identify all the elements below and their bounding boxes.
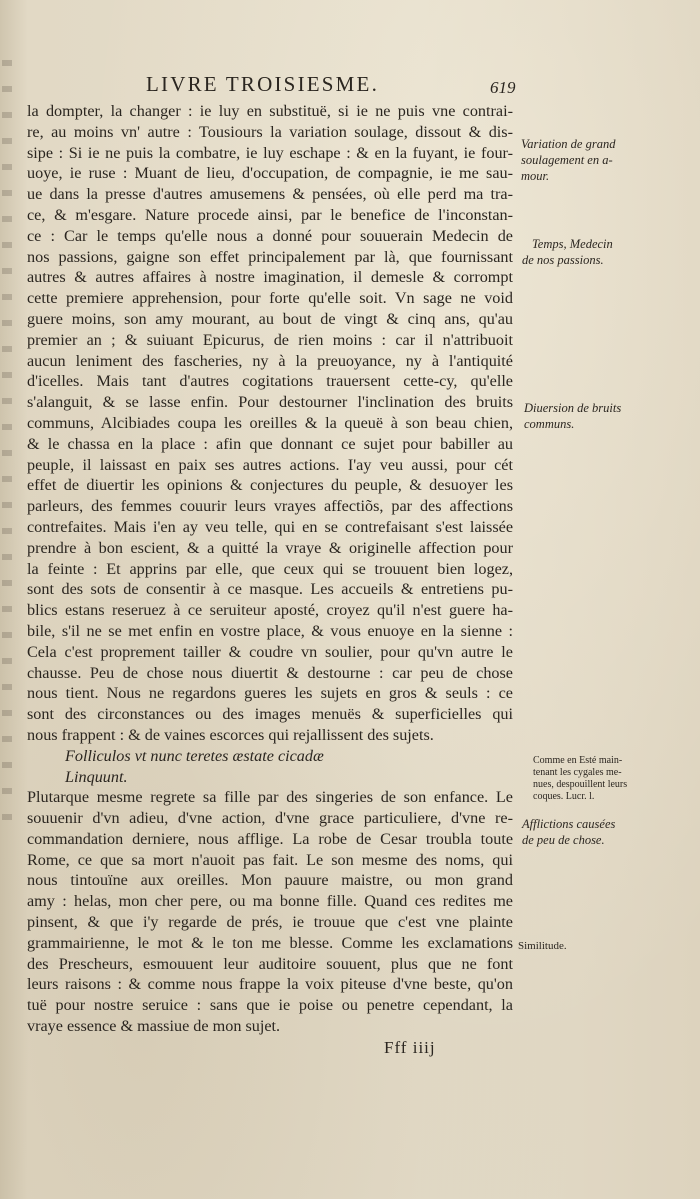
text-line: tuë pour nostre seruice : sans que ie poise ou penetre cependant, la bbox=[27, 996, 513, 1015]
latin-quote-line: Folliculos vt nunc teretes æstate cicadæ bbox=[65, 746, 324, 765]
note-line: Diuersion de bruits bbox=[524, 401, 622, 415]
note-line: nues, despouillent leurs bbox=[533, 779, 628, 790]
gutter-bleed-marks bbox=[2, 60, 12, 820]
text-line: nos passions, gaigne son effet principalement par là, que fournissant bbox=[27, 247, 513, 266]
note-line: de peu de chose. bbox=[522, 833, 605, 847]
note-line: coques. Lucr. l. bbox=[533, 791, 595, 802]
text-line: la feinte : Et apprins par elle, que ceux qui se trouuent bien logez, bbox=[27, 559, 513, 578]
text-line: uoye, ie ruse : Muant de lieu, d'occupation, de compagnie, ie me sau- bbox=[27, 164, 513, 183]
main-text-block bbox=[27, 101, 513, 1037]
note-line: de nos passions. bbox=[522, 253, 604, 267]
text-line: effet de diuertir les opinions & conjectures du peuple, & desuoyer les bbox=[27, 476, 513, 495]
text-line: nous tintouïne aux oreilles. Mon pauure maistre, ou mon grand bbox=[27, 871, 513, 890]
text-line: Cela c'est proprement tailler & coudre vn soulier, pour qu'vn autre le bbox=[27, 642, 513, 661]
text-line: prendre à bon escient, & a quitté la vraye & originelle affection pour bbox=[27, 538, 513, 557]
text-line: sipe : Si ie ne puis la combatre, ie luy eschape : & en la fuyant, ie four- bbox=[27, 143, 513, 162]
text-line: ce : Car le temps qu'elle nous a donné pour souuerain Medecin de bbox=[27, 226, 513, 245]
note-line: mour. bbox=[521, 169, 550, 183]
text-line: souuenir d'vn adieu, d'vne action, d'vne grace particuliere, d'vne re- bbox=[27, 809, 513, 828]
text-line: cette premiere apprehension, pour forte qu'elle soit. Vn sage ne void bbox=[27, 289, 513, 308]
text-line: Rome, ce que sa mort n'auoit pas fait. Le son mesme des noms, qui bbox=[27, 850, 513, 869]
text-line: sont des sots de consentir à ce masque. Les accueils & entretiens pu- bbox=[27, 580, 513, 599]
note-line: Temps, Medecin bbox=[532, 237, 613, 251]
margin-note-quote-translation bbox=[533, 755, 700, 803]
margin-note-variation bbox=[521, 136, 699, 184]
text-line: amy : helas, mon cher pere, ou ma bonne fille. Quand ces redites me bbox=[27, 892, 513, 911]
text-line: peuple, il laissast en paix ses autres actions. I'ay veu aussi, pour cét bbox=[27, 455, 513, 474]
text-line: bile, s'il ne se met enfin en vostre place, & vous enuoye en la sienne : bbox=[27, 621, 513, 640]
text-line: vraye essence & massiue de mon sujet. bbox=[27, 1017, 281, 1036]
note-line: Variation de grand bbox=[521, 137, 616, 151]
text-line: la dompter, la changer : ie luy en substituë, si ie ne puis vne contrai- bbox=[27, 102, 513, 120]
latin-quote-line: Linquunt. bbox=[65, 767, 128, 786]
text-line: re, au moins vn' autre : Tousiours la variation soulage, dissout & dis- bbox=[27, 122, 513, 141]
text-line: nous tient. Nous ne regardons gueres les sujets en gros & seuls : ce bbox=[27, 684, 513, 703]
text-line: contrefaites. Mais i'en ay veu telle, qui en se contrefaisant s'est laissée bbox=[27, 517, 513, 536]
text-line: autres & autres affaires à nostre imagination, il demesle & corrompt bbox=[27, 268, 513, 287]
note-line: tenant les cygales me- bbox=[533, 767, 622, 778]
margin-note-similitude bbox=[518, 938, 696, 954]
text-line: communs, Alcibiades coupa les oreilles & la queuë à son beau chien, bbox=[27, 413, 513, 432]
text-line: blics estans reseruez à ce seruiteur aposté, croyez qu'il n'est guere ha- bbox=[27, 601, 513, 620]
text-line: & le chassa en la place : afin que donnant ce sujet pour babiller au bbox=[27, 434, 513, 453]
text-line: pinsent, & que i'y regarde de prés, ie trouue que c'est vne plainte bbox=[27, 913, 513, 932]
margin-note-diuersion bbox=[524, 400, 700, 432]
text-line: leurs raisons : & comme nous frappe la voix piteuse d'vne beste, qu'on bbox=[27, 975, 513, 994]
note-line: Similitude. bbox=[518, 940, 567, 952]
text-line: ue dans la presse d'autres amusemens & pensées, où elle perd ma tra- bbox=[27, 185, 513, 204]
text-line: des Prescheurs, esmouuent leur auditoire souuent, plus que ne font bbox=[27, 954, 513, 973]
catchword-signature: Fff iiij bbox=[384, 1038, 436, 1057]
running-head-title: LIVRE TROISIESME. bbox=[146, 72, 380, 96]
text-line: ce, & m'esgare. Nature procede ainsi, par le benefice de l'inconstan- bbox=[27, 205, 513, 224]
text-line: s'alanguit, & se lasse enfin. Pour destourner l'inclination des bruits bbox=[27, 393, 513, 412]
text-line: sont des circonstances ou des images menuës & superficielles qui bbox=[27, 705, 513, 724]
text-line: nous frappent : & de vaines escorces qui rejallissent des sujets. bbox=[27, 725, 434, 744]
page-number: 619 bbox=[490, 78, 516, 97]
note-line: communs. bbox=[524, 417, 575, 431]
margin-note-temps bbox=[522, 236, 700, 268]
text-line: d'icelles. Mais tant d'autres cogitations trauersent cette-cy, qu'elle bbox=[27, 372, 513, 391]
text-line: guere moins, son amy mourant, au bout de vingt & cinq ans, qu'au bbox=[27, 309, 513, 328]
text-line: chausse. Peu de chose nous diuertit & destourne : car peu de chose bbox=[27, 663, 513, 682]
note-line: Comme en Esté main- bbox=[533, 755, 623, 766]
text-line: premier an ; & suiuant Epicurus, de rien moins : car il n'attribuoit bbox=[27, 330, 513, 349]
text-line: commandation derniere, nous afflige. La robe de Cesar troubla toute bbox=[27, 829, 513, 848]
text-line: Plutarque mesme regrete sa fille par des singeries de son enfance. Le bbox=[27, 788, 513, 807]
text-line: parleurs, des femmes couurir leurs vrayes affectiõs, par des affections bbox=[27, 497, 513, 516]
text-line: grammairienne, le mot & le ton me blesse. Comme les exclamations bbox=[27, 933, 513, 952]
margin-note-afflictions bbox=[522, 816, 700, 848]
note-line: soulagement en a- bbox=[521, 153, 613, 167]
note-line: Afflictions causées bbox=[522, 817, 616, 831]
text-line: aucun leniment des fascheries, ny à la preuoyance, ny à l'antiquité bbox=[27, 351, 513, 370]
